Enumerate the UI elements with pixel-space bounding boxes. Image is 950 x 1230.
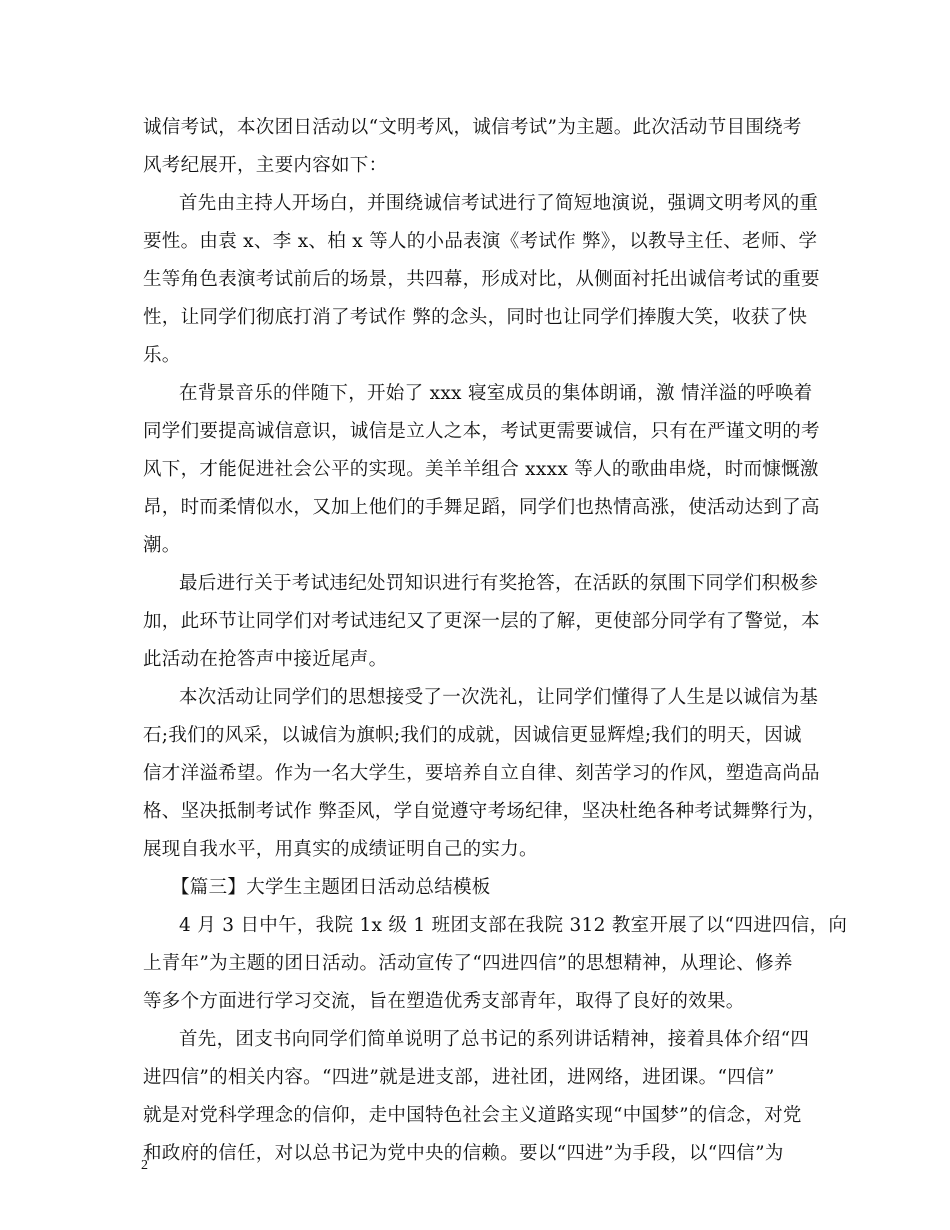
text-line: 进四信”的相关内容。“四进”就是进支部，进社团，进网络，进团课。“四信”: [143, 1067, 775, 1088]
text-line: 风下，才能促进社会公平的实现。美羊羊组合 xxxx 等人的歌曲串烧，时而慷慨激: [143, 459, 819, 480]
text-line: 和政府的信任，对以总书记为党中央的信赖。要以“四进”为手段，以“四信”为: [143, 1143, 784, 1164]
text-line: 就是对党科学理念的信仰，走中国特色社会主义道路实现“中国梦”的信念，对党: [143, 1105, 802, 1126]
paragraph-first-line: 首先由主持人开场白，并围绕诚信考试进行了简短地演说，强调文明考风的重: [179, 193, 819, 214]
page-number: 2: [141, 1158, 148, 1173]
text-line: 要性。由袁 x、李 x、柏 x 等人的小品表演《考试作 弊》，以教导主任、老师、学: [143, 231, 818, 252]
text-line: 乐。: [143, 345, 181, 366]
paragraph-first-line: 最后进行关于考试违纪处罚知识进行有奖抢答，在活跃的氛围下同学们积极参: [179, 573, 819, 594]
text-line: 格、坚决抵制考试作 弊歪风，学自觉遵守考场纪律，坚决杜绝各种考试舞弊行为，: [143, 801, 826, 822]
text-line: 石;我们的风采，以诚信为旗帜;我们的成就，因诚信更显辉煌;我们的明天，因诚: [143, 725, 802, 746]
text-line: 昂，时而柔情似水，又加上他们的手舞足蹈，同学们也热情高涨，使活动达到了高: [143, 497, 820, 518]
paragraph-first-line: 4 月 3 日中午，我院 1x 级 1 班团支部在我院 312 教室开展了以“四进四信，向: [179, 915, 848, 936]
text-line: 同学们要提高诚信意识，诚信是立人之本，考试更需要诚信，只有在严谨文明的考: [143, 421, 820, 442]
text-line: 上青年”为主题的团日活动。活动宣传了“四进四信”的思想精神，从理论、修养: [143, 953, 793, 974]
text-line: 信才洋溢希望。作为一名大学生，要培养自立自律、刻苦学习的作风，塑造高尚品: [143, 763, 820, 784]
text-line: 等多个方面进行学习交流，旨在塑造优秀支部青年，取得了良好的效果。: [143, 991, 745, 1012]
text-line: 加，此环节让同学们对考试违纪又了更深一层的了解，更使部分同学有了警觉，本: [143, 611, 820, 632]
text-line: 诚信考试，本次团日活动以“文明考风，诚信考试”为主题。此次活动节目围绕考: [143, 117, 802, 138]
paragraph-first-line: 首先，团支书向同学们简单说明了总书记的系列讲话精神，接着具体介绍“四: [179, 1029, 810, 1050]
section-heading: 【篇三】大学生主题团日活动总结模板: [171, 877, 491, 898]
text-line: 生等角色表演考试前后的场景，共四幕，形成对比，从侧面衬托出诚信考试的重要: [143, 269, 820, 290]
text-line: 潮。: [143, 535, 181, 556]
text-line: 展现自我水平，用真实的成绩证明自己的实力。: [143, 839, 538, 860]
paragraph-first-line: 本次活动让同学们的思想接受了一次洗礼，让同学们懂得了人生是以诚信为基: [179, 687, 819, 708]
paragraph-first-line: 在背景音乐的伴随下，开始了 xxx 寝室成员的集体朗诵，激 情洋溢的呼唤着: [179, 383, 813, 404]
text-line: 风考纪展开，主要内容如下：: [143, 155, 388, 176]
text-line: 性，让同学们彻底打消了考试作 弊的念头，同时也让同学们捧腹大笑，收获了快: [143, 307, 808, 328]
text-line: 此活动在抢答声中接近尾声。: [143, 649, 388, 670]
